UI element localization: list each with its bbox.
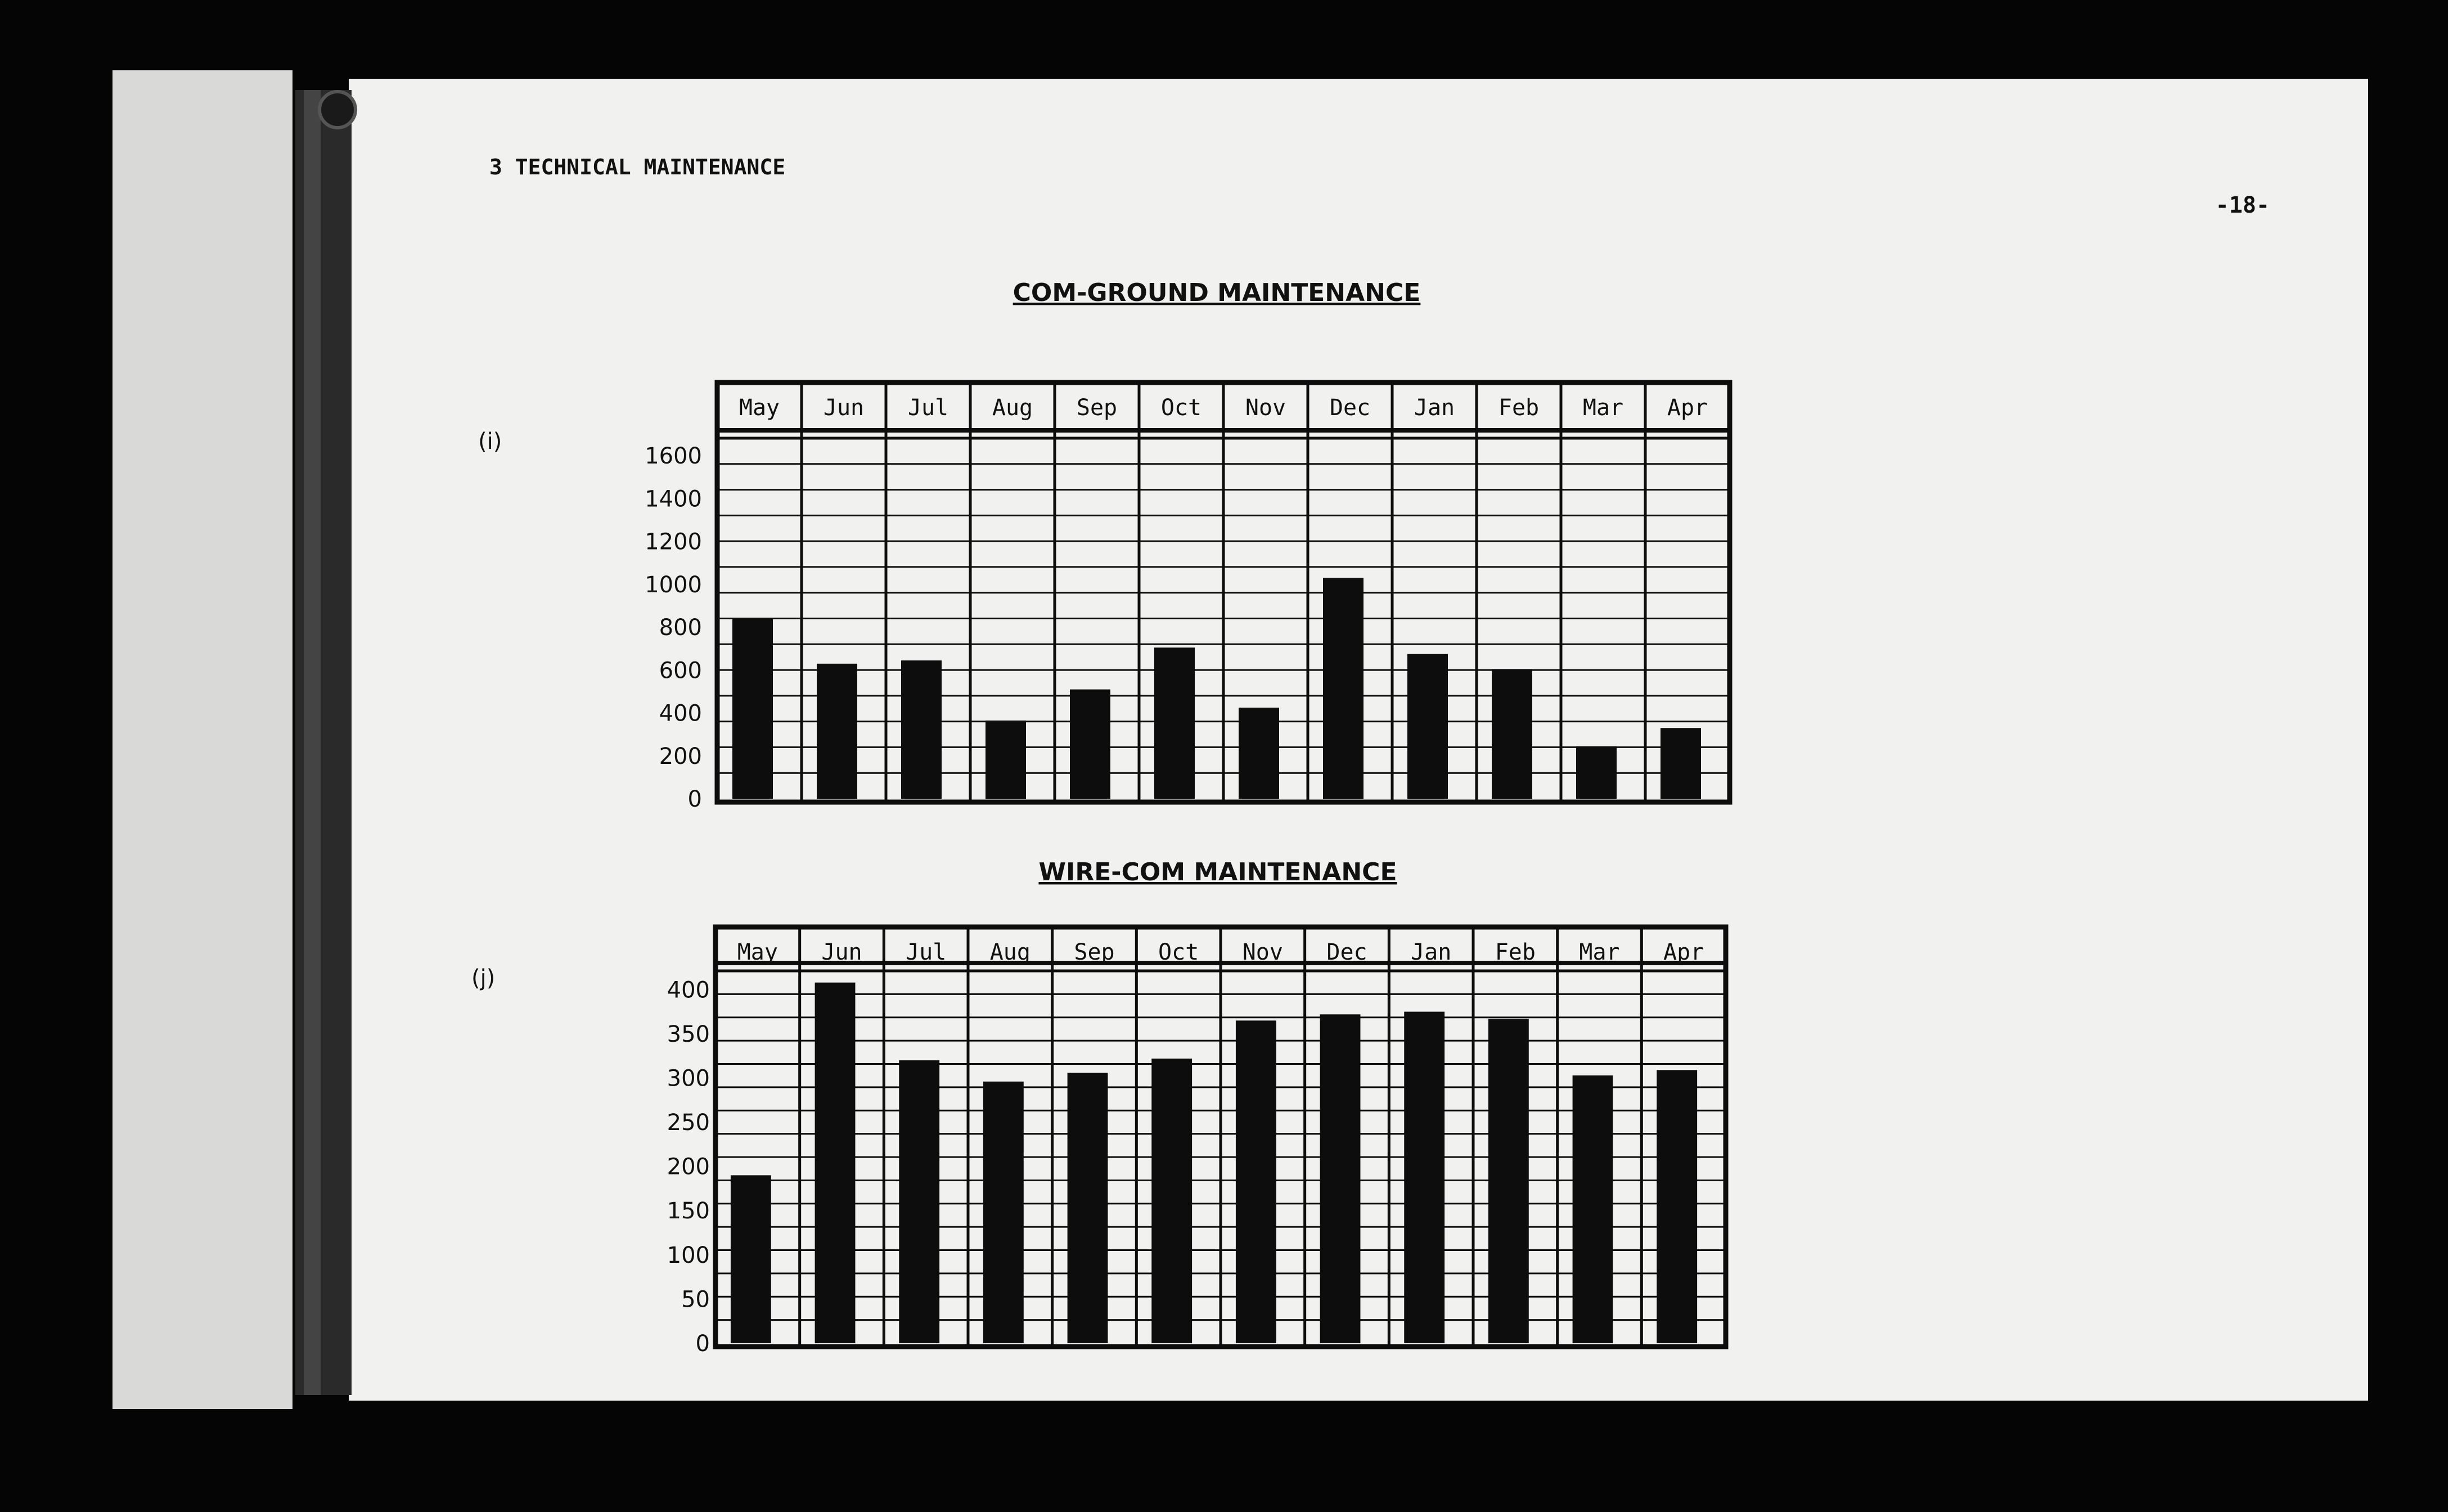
month-label: Jul xyxy=(906,939,947,965)
chart-i-title: COM-GROUND MAINTENANCE xyxy=(1012,278,1421,307)
month-label: Jan xyxy=(1411,939,1452,965)
month-label: Oct xyxy=(1160,395,1202,421)
bar xyxy=(1236,1020,1276,1343)
month-label: Oct xyxy=(1158,939,1199,965)
y-tick-label: 800 xyxy=(659,615,702,641)
section-heading: 3 TECHNICAL MAINTENANCE xyxy=(489,155,786,179)
bar xyxy=(1068,1073,1108,1343)
bar xyxy=(1323,578,1364,799)
y-tick-label: 400 xyxy=(659,700,702,727)
bar xyxy=(1573,1076,1613,1343)
bar xyxy=(1320,1014,1361,1343)
bar xyxy=(983,1082,1024,1343)
bar xyxy=(1492,669,1532,799)
y-tick-label: 0 xyxy=(687,786,702,812)
y-tick-label: 0 xyxy=(695,1331,710,1357)
adjacent-page-strip xyxy=(112,70,292,1409)
y-tick-label: 1200 xyxy=(645,529,702,555)
month-label: Apr xyxy=(1663,939,1704,965)
month-label: May xyxy=(739,395,780,421)
month-label: Jun xyxy=(823,395,865,421)
y-tick-label: 200 xyxy=(659,743,702,770)
month-label: Aug xyxy=(992,395,1033,421)
y-tick-label: 1600 xyxy=(645,443,702,470)
bar xyxy=(899,1060,939,1343)
y-tick-label: 200 xyxy=(667,1154,710,1180)
y-tick-label: 350 xyxy=(667,1021,710,1047)
month-label: Sep xyxy=(1074,939,1115,965)
y-tick-label: 300 xyxy=(667,1065,710,1092)
bar xyxy=(1070,690,1110,799)
binding-ring-icon xyxy=(320,92,356,128)
bar xyxy=(1239,708,1279,799)
bar xyxy=(1404,1012,1444,1343)
month-label: Apr xyxy=(1667,395,1708,421)
bar xyxy=(815,983,856,1343)
bar xyxy=(1154,647,1195,799)
month-label: May xyxy=(737,939,778,965)
month-label: Mar xyxy=(1579,939,1620,965)
y-tick-label: 600 xyxy=(659,658,702,684)
bar xyxy=(817,664,857,799)
bar xyxy=(1488,1019,1529,1343)
y-tick-label: 50 xyxy=(681,1286,710,1313)
bar xyxy=(901,660,942,799)
bar xyxy=(986,721,1026,799)
chart-i-label: (i) xyxy=(478,429,502,454)
chart-j-title: WIRE-COM MAINTENANCE xyxy=(1038,858,1397,886)
month-label: Nov xyxy=(1245,395,1286,421)
bar xyxy=(732,619,773,799)
bar xyxy=(1407,654,1448,799)
bar xyxy=(1660,728,1701,799)
bar xyxy=(731,1175,771,1343)
month-label: Jan xyxy=(1414,395,1455,421)
page-number: -18- xyxy=(2215,192,2270,218)
y-tick-label: 1400 xyxy=(645,486,702,512)
y-tick-label: 100 xyxy=(667,1242,710,1268)
month-label: Feb xyxy=(1498,395,1540,421)
bar xyxy=(1151,1059,1192,1343)
month-label: Aug xyxy=(989,939,1030,965)
y-tick-label: 150 xyxy=(667,1198,710,1225)
month-label: Sep xyxy=(1076,395,1118,421)
month-label: Feb xyxy=(1495,939,1536,965)
month-label: Jul xyxy=(907,395,949,421)
month-label: Dec xyxy=(1329,395,1371,421)
chart-j-label: (j) xyxy=(471,965,496,991)
month-label: Dec xyxy=(1326,939,1367,965)
bar xyxy=(1657,1070,1697,1343)
bar xyxy=(1576,746,1617,799)
month-label: Nov xyxy=(1242,939,1283,965)
y-tick-label: 1000 xyxy=(645,572,702,598)
y-tick-label: 400 xyxy=(667,977,710,1004)
month-label: Mar xyxy=(1582,395,1624,421)
binding-spine-highlight xyxy=(304,90,321,1395)
y-tick-label: 250 xyxy=(667,1110,710,1136)
month-label: Jun xyxy=(821,939,862,965)
